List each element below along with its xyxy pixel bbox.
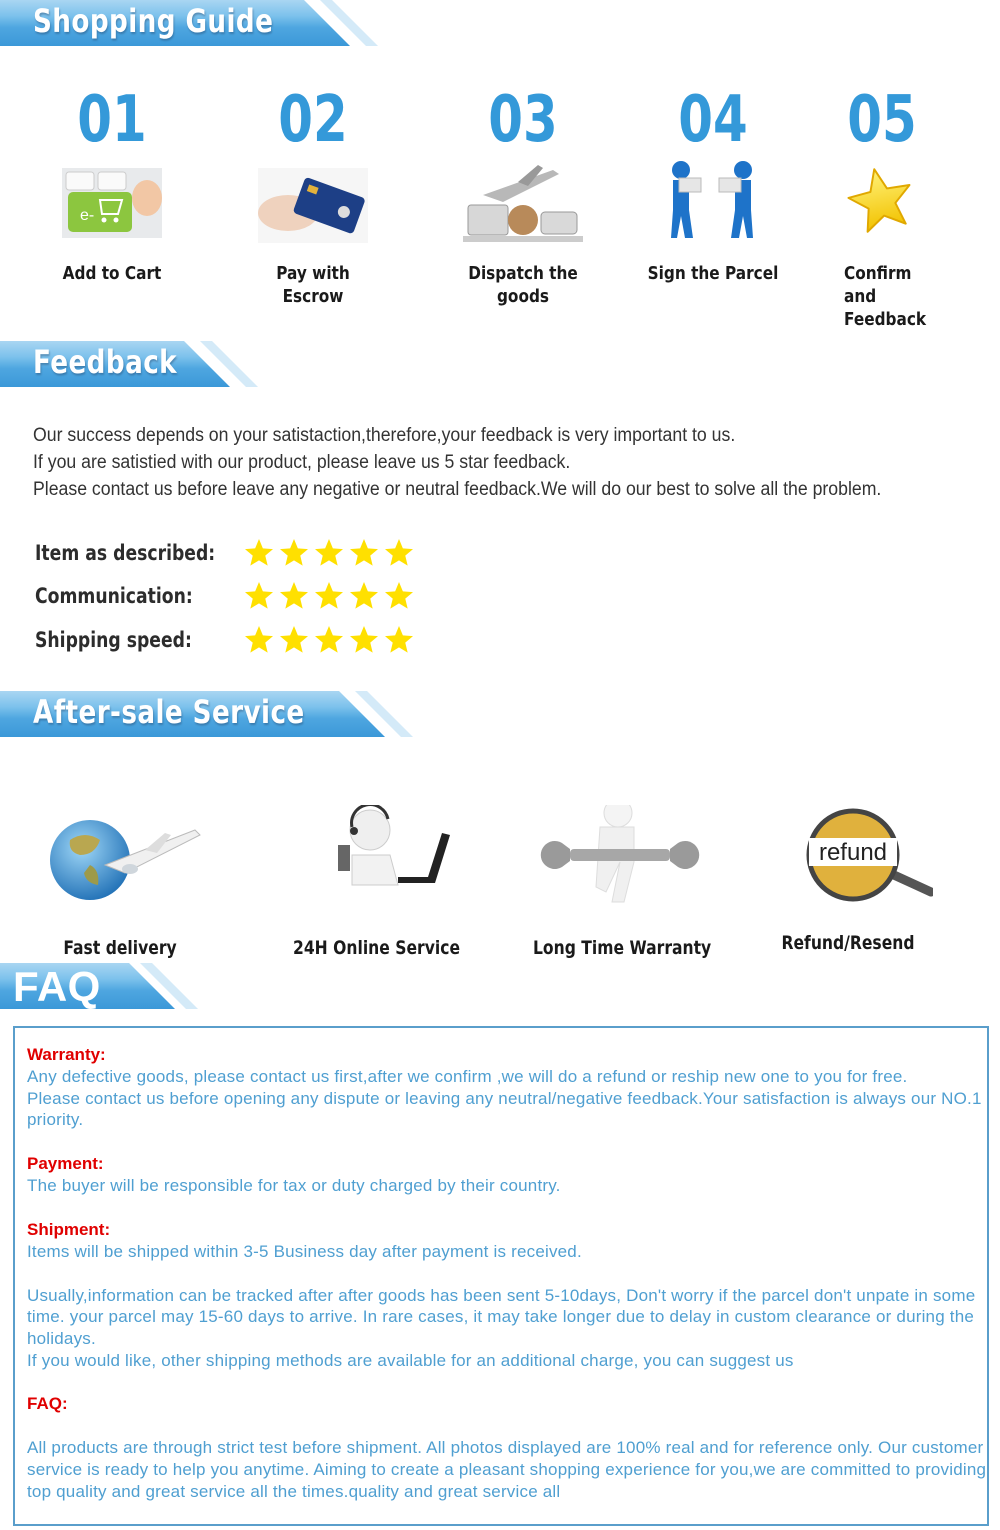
rating-label: Communication: xyxy=(35,584,193,608)
refund-badge-text: refund xyxy=(818,839,888,866)
step-sign-the-parcel xyxy=(633,83,793,285)
step-label xyxy=(844,262,944,331)
faq-heading-faq: FAQ: xyxy=(27,1394,68,1414)
after-sale-banner xyxy=(0,691,400,737)
star-icon xyxy=(278,537,310,569)
service-label: Refund/Resend xyxy=(781,932,915,954)
service-refund-resend xyxy=(748,800,948,954)
service-long-time-warranty xyxy=(515,805,715,959)
step-number: 02 xyxy=(278,83,348,157)
faq-heading-payment: Payment: xyxy=(27,1154,104,1174)
rating-stars xyxy=(243,537,415,569)
star-icon xyxy=(383,624,415,656)
after-sale-title: After-sale Service xyxy=(33,693,305,731)
parcel-handoff-icon xyxy=(658,168,768,248)
step-number: 01 xyxy=(77,83,147,157)
feedback-line: If you are satistied with our product, please leave us 5 star feedback. xyxy=(33,452,571,473)
step-label: Sign the Parcel xyxy=(647,263,779,284)
star-icon xyxy=(348,624,380,656)
rating-label: Shipping speed: xyxy=(35,628,192,652)
star-icon xyxy=(348,580,380,612)
step-number: 04 xyxy=(678,83,748,157)
headset-laptop-icon xyxy=(290,805,460,915)
step-number: 03 xyxy=(488,83,558,157)
star-icon xyxy=(348,537,380,569)
rating-communication xyxy=(35,576,415,616)
star-icon xyxy=(383,580,415,612)
rating-label: Item as described: xyxy=(35,541,216,565)
faq-text: Please contact us before opening any dispute or leaving any neutral/negative feedback.Your satisfaction is always our NO.1 priority. xyxy=(27,1088,982,1130)
step-confirm-and-feedback xyxy=(802,83,962,331)
rating-shipping-speed xyxy=(35,620,415,660)
step-label: Pay with Escrow xyxy=(276,263,350,307)
faq-banner xyxy=(0,963,185,1009)
faq-box xyxy=(13,1026,989,1526)
faq-text: Any defective goods, please contact us first,after we confirm ,we will do a refund or reship new one to you for free. xyxy=(27,1067,908,1086)
faq-heading-shipment: Shipment: xyxy=(27,1219,111,1239)
shipping-plane-truck-icon xyxy=(468,168,578,248)
star-icon xyxy=(313,580,345,612)
star-icon xyxy=(313,624,345,656)
step-label-line1: Confirm and xyxy=(844,263,912,307)
rating-stars xyxy=(243,624,415,656)
faq-text: Usually,information can be tracked after after goods has been sent 5-10days, Don't worry if the parcel don't unpate in some time. your parcel may 15-60 days to arrive. In rare cases, it may take longer due to delay in custom clearance or during the holidays. xyxy=(27,1285,976,1348)
rating-item-as-described xyxy=(35,533,415,573)
rating-stars xyxy=(243,580,415,612)
star-icon xyxy=(383,537,415,569)
faq-text: All products are through strict test before shipment. All photos displayed are 100% real and for reference only. Our customer service is ready to help you anytime. Aiming to create a pleasant shopping experience for you,we are committed to providing top quality and great service all the times.quality and great service all xyxy=(27,1438,987,1501)
star-icon xyxy=(278,580,310,612)
shopping-guide-banner xyxy=(0,0,365,46)
faq-text: If you would like, other shipping methods are available for an additional charge, you can suggest us xyxy=(27,1350,794,1370)
star-icon xyxy=(313,537,345,569)
star-icon xyxy=(243,624,275,656)
refund-magnifier-icon xyxy=(763,800,933,915)
step-label: Dispatch the goods xyxy=(468,263,578,307)
faq-title: FAQ xyxy=(13,963,101,1010)
step-pay-with-escrow xyxy=(233,83,393,308)
feedback-title: Feedback xyxy=(33,343,178,381)
service-label: 24H Online Service xyxy=(293,937,461,959)
wrench-person-icon xyxy=(530,805,700,915)
service-24h-online xyxy=(275,805,475,959)
svg-text:e-: e- xyxy=(80,207,95,224)
shopping-guide-title: Shopping Guide xyxy=(33,2,274,40)
step-label: Add to Cart xyxy=(62,263,162,284)
faq-text: Items will be shipped within 3-5 Business day after payment is received. xyxy=(27,1241,582,1261)
step-dispatch-the-goods xyxy=(443,83,603,308)
feedback-line: Our success depends on your satistaction,therefore,your feedback is very important to us. xyxy=(33,425,736,446)
feedback-line: Please contact us before leave any negative or neutral feedback.We will do our best to solve all the problem. xyxy=(33,479,882,500)
step-label-line2: Feedback xyxy=(844,309,927,330)
service-fast-delivery xyxy=(20,805,220,959)
credit-card-icon xyxy=(258,168,368,248)
cart-keyboard-icon xyxy=(57,168,167,248)
step-add-to-cart xyxy=(32,83,192,285)
star-icon xyxy=(278,624,310,656)
globe-airplane-icon xyxy=(35,805,205,915)
star-icon xyxy=(243,580,275,612)
faq-text: The buyer will be responsible for tax or duty charged by their country. xyxy=(27,1176,561,1196)
step-number: 05 xyxy=(847,83,917,157)
faq-heading-warranty: Warranty: xyxy=(27,1045,106,1064)
star-icon xyxy=(842,168,922,248)
service-label: Long Time Warranty xyxy=(533,937,712,959)
feedback-message xyxy=(33,422,881,503)
service-label: Fast delivery xyxy=(63,937,177,959)
star-icon xyxy=(243,537,275,569)
feedback-banner xyxy=(0,341,245,387)
